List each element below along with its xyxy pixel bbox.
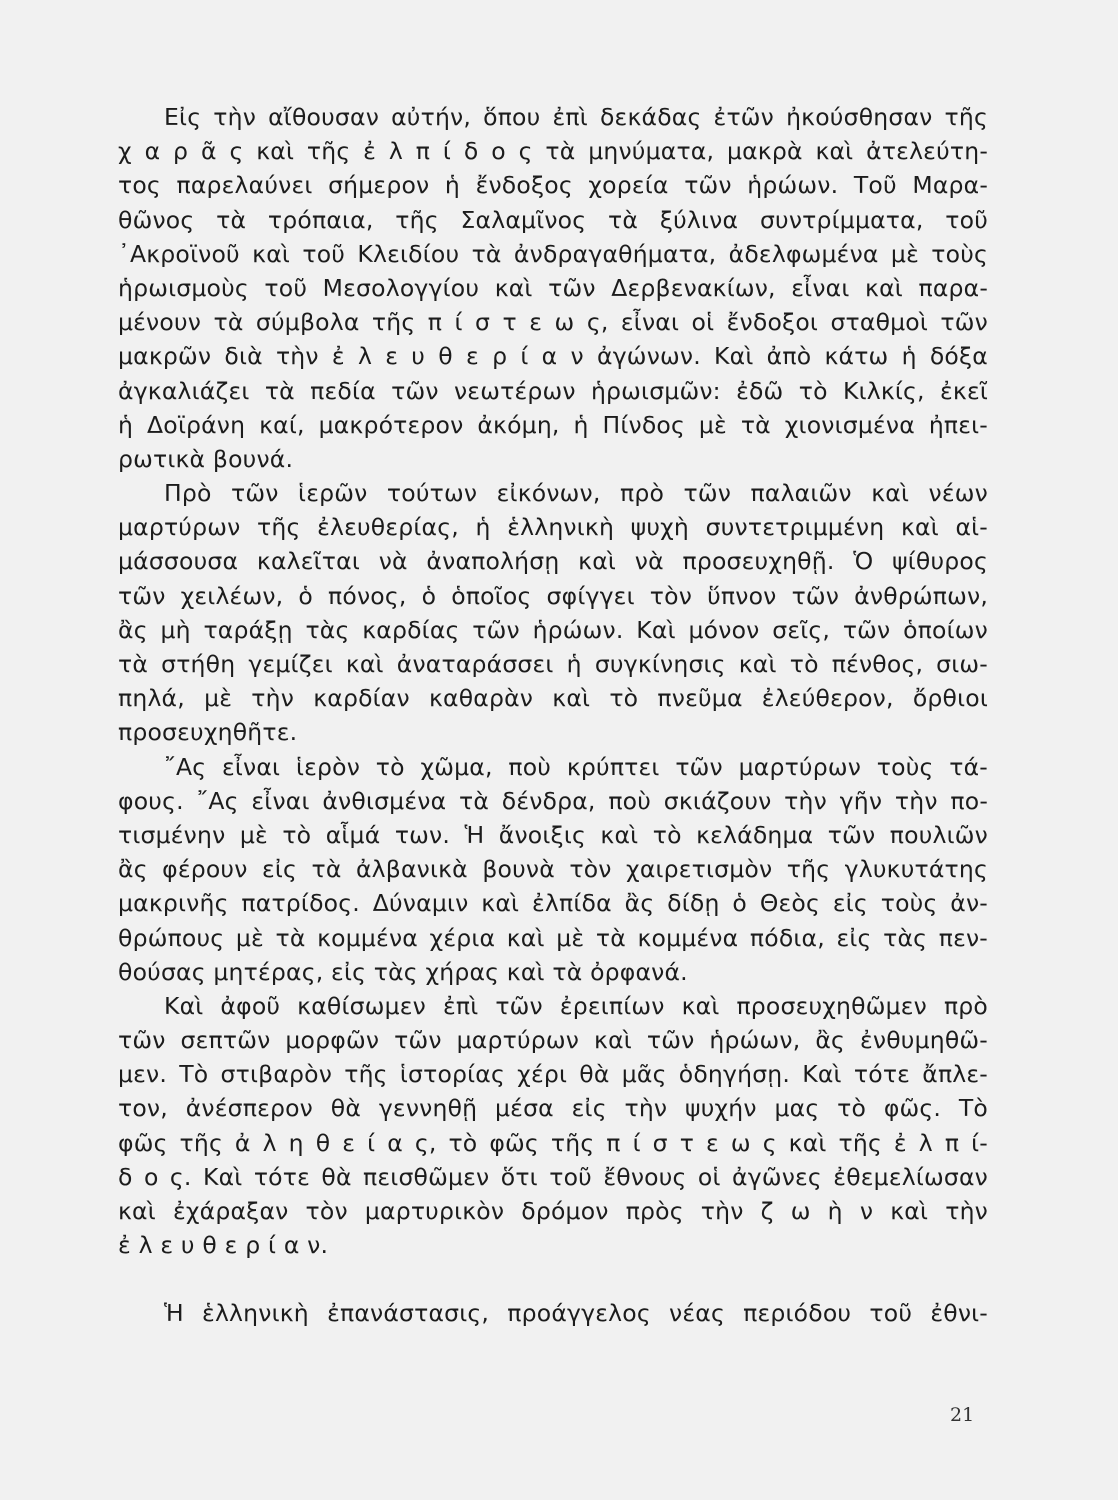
text-line: Ἡ ἑλληνικὴ ἐπανάστασις, προάγγελος νέας περιόδου τοῦ ἐθνι- — [164, 1299, 988, 1328]
text-line: τος παρελαύνει σήμερον ἡ ἔνδοξος χορεία τῶν ἡρώων. Τοῦ Μαρα- — [118, 171, 988, 200]
text-line: τον, ἀνέσπερον θὰ γεννηθῇ μέσα εἰς τὴν ψυχήν μας τὸ φῶς. Τὸ — [118, 1094, 988, 1123]
text-line: μαρτύρων τῆς ἐλευθερίας, ἡ ἑλληνικὴ ψυχὴ συντετριμμένη καὶ αἱ- — [118, 513, 988, 542]
text-line: Εἰς τὴν αἴθουσαν αὐτήν, ὅπου ἐπὶ δεκάδας ἐτῶν ἠκούσθησαν τῆς — [164, 103, 988, 131]
text-line: θούσας μητέρας, εἰς τὰς χήρας καὶ τὰ ὀρφανά. — [118, 957, 688, 986]
text-line: μάσσουσα καλεῖται νὰ ἀναπολήσῃ καὶ νὰ προσευχηθῇ. Ὁ ψίθυρος — [118, 547, 988, 576]
text-line: δ ο ς. Καὶ τότε θὰ πεισθῶμεν ὅτι τοῦ ἔθνους οἱ ἀγῶνες ἐθεμελίωσαν — [118, 1162, 988, 1191]
text-line: τῶν σεπτῶν μορφῶν τῶν μαρτύρων καὶ τῶν ἡρώων, ἂς ἐνθυμηθῶ- — [118, 1026, 988, 1055]
text-line: θρώπους μὲ τὰ κομμένα χέρια καὶ μὲ τὰ κομμένα πόδια, εἰς τὰς πεν- — [118, 923, 988, 952]
text-line: ἡ Δοϊράνη καί, μακρότερον ἀκόμη, ἡ Πίνδος μὲ τὰ χιονισμένα ἠπει- — [118, 410, 988, 439]
text-line: προσευχηθῆτε. — [118, 718, 298, 747]
text-line: Πρὸ τῶν ἱερῶν τούτων εἰκόνων, πρὸ τῶν παλαιῶν καὶ νέων — [164, 479, 988, 508]
text-line: τὰ στήθη γεμίζει καὶ ἀναταράσσει ἡ συγκίνησις καὶ τὸ πένθος, σιω- — [118, 650, 988, 678]
text-line: πηλά, μὲ τὴν καρδίαν καθαρὰν καὶ τὸ πνεῦμα ἐλεύθερον, ὄρθιοι — [118, 684, 988, 713]
section-gap — [118, 1262, 988, 1296]
text-line: τῶν χειλέων, ὁ πόνος, ὁ ὁποῖος σφίγγει τὸν ὕπνον τῶν ἀνθρώπων, — [118, 581, 988, 610]
text-line: τισμένην μὲ τὸ αἷμά των. Ἡ ἄνοιξις καὶ τὸ κελάδημα τῶν πουλιῶν — [118, 820, 988, 849]
text-line: ἀγκαλιάζει τὰ πεδία τῶν νεωτέρων ἡρωισμῶν: ἐδῶ τὸ Κιλκίς, ἐκεῖ — [118, 376, 988, 405]
text-line: Καὶ ἀφοῦ καθίσωμεν ἐπὶ τῶν ἐρειπίων καὶ προσευχηθῶμεν πρὸ — [164, 991, 988, 1020]
text-line: ῎Ας εἶναι ἱερὸν τὸ χῶμα, ποὺ κρύπτει τῶν μαρτύρων τοὺς τά- — [164, 752, 988, 781]
text-line: φῶς τῆς ἀ λ η θ ε ί α ς, τὸ φῶς τῆς π ί σ τ ε ω ς καὶ τῆς ἐ λ π ί- — [118, 1128, 988, 1157]
text-line: φους. ῎Ας εἶναι ἀνθισμένα τὰ δένδρα, ποὺ σκιάζουν τὴν γῆν τὴν πο- — [118, 786, 988, 815]
text-line: ἡρωισμοὺς τοῦ Μεσολογγίου καὶ τῶν Δερβενακίων, εἶναι καὶ παρα- — [118, 273, 988, 302]
text-line: ἂς μὴ ταράξῃ τὰς καρδίας τῶν ἡρώων. Καὶ μόνον σεῖς, τῶν ὁποίων — [118, 615, 988, 644]
text-line: μακρῶν διὰ τὴν ἐ λ ε υ θ ε ρ ί α ν ἀγώνων. Καὶ ἀπὸ κάτω ἡ δόξα — [118, 342, 988, 371]
text-line: θῶνος τὰ τρόπαια, τῆς Σαλαμῖνος τὰ ξύλινα συντρίμματα, τοῦ — [118, 205, 988, 234]
text-line: μακρινῆς πατρίδος. Δύναμιν καὶ ἐλπίδα ἂς δίδῃ ὁ Θεὸς εἰς τοὺς ἀν- — [118, 889, 988, 918]
page-number: 21 — [950, 1404, 975, 1426]
paragraph-3 — [118, 750, 988, 989]
text-line: ἂς φέρουν εἰς τὰ ἀλβανικὰ βουνὰ τὸν χαιρετισμὸν τῆς γλυκυτάτης — [118, 855, 988, 884]
text-line: μεν. Τὸ στιβαρὸν τῆς ἱστορίας χέρι θὰ μᾶς ὁδηγήσῃ. Καὶ τότε ἄπλε- — [118, 1060, 988, 1089]
paragraph-4 — [118, 989, 988, 1263]
body-text — [118, 100, 988, 1331]
paragraph-5 — [118, 1296, 988, 1330]
text-line: καὶ ἐχάραξαν τὸν μαρτυρικὸν δρόμον πρὸς τὴν ζ ω ὴ ν καὶ τὴν — [118, 1197, 988, 1225]
text-line: ἐ λ ε υ θ ε ρ ί α ν. — [118, 1231, 329, 1260]
paragraph-1 — [118, 100, 988, 476]
text-line: ᾿Ακροϊνοῦ καὶ τοῦ Κλειδίου τὰ ἀνδραγαθήματα, ἀδελφωμένα μὲ τοὺς — [118, 239, 988, 268]
paragraph-2 — [118, 476, 988, 750]
text-line: χ α ρ ᾶ ς καὶ τῆς ἐ λ π ί δ ο ς τὰ μηνύματα, μακρὰ καὶ ἀτελεύτη- — [118, 137, 988, 166]
text-line: ρωτικὰ βουνά. — [118, 444, 294, 473]
text-line: μένουν τὰ σύμβολα τῆς π ί σ τ ε ω ς, εἶναι οἱ ἔνδοξοι σταθμοὶ τῶν — [118, 308, 988, 337]
